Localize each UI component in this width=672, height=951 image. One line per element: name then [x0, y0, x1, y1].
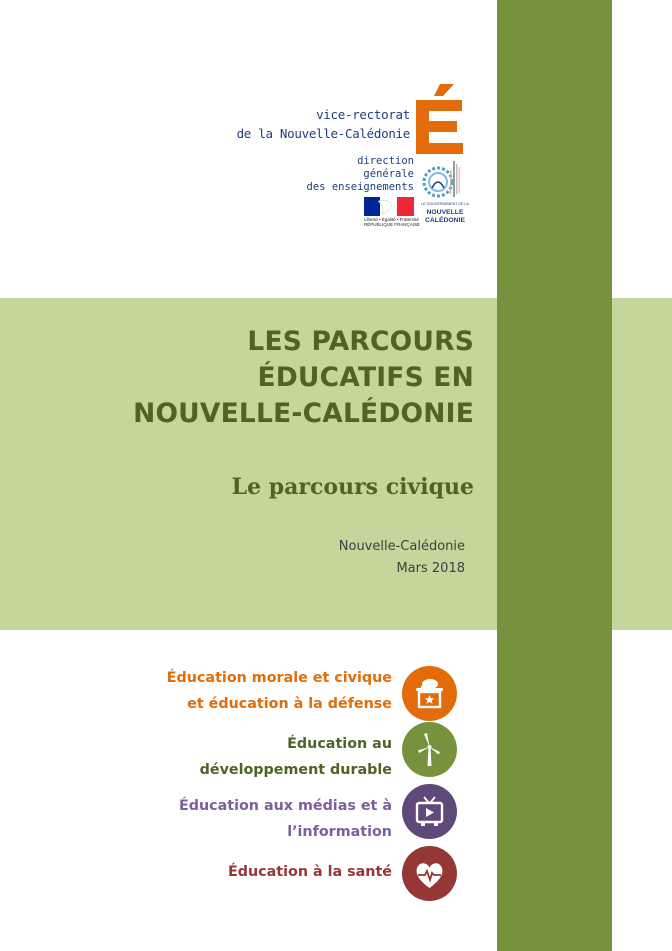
tricolor-flag-icon — [364, 197, 414, 216]
heart-pulse-icon — [402, 846, 457, 901]
document-meta — [339, 536, 465, 580]
vice-rectorat-logo — [236, 80, 480, 240]
marianne-logo: Liberté • Égalité • Fraternité RÉPUBLIQUE FRANÇAISE — [364, 197, 414, 229]
dge-text: direction générale des enseignements — [306, 155, 414, 193]
document-title: LES PARCOURS ÉDUCATIFS EN NOUVELLE-CALÉDONIE — [133, 326, 474, 429]
education-item-health: Éducation à la santé — [227, 864, 392, 880]
nc-government-text: LE GOUVERNEMENT DE LA NOUVELLE CALÉDONIE — [421, 202, 469, 224]
document-subtitle: Le parcours civique — [231, 474, 474, 500]
logo-line-1: vice-rectorat — [316, 107, 410, 122]
ballot-box-icon — [402, 666, 457, 721]
place: Nouvelle-Calédonie — [338, 539, 465, 554]
education-item-sustainable: Éducation au développement durable — [199, 736, 392, 778]
e-accent-logo-icon — [410, 82, 468, 156]
television-icon — [402, 784, 457, 839]
date: Mars 2018 — [396, 561, 465, 576]
education-item-media: Éducation aux médias et à l’information — [178, 798, 392, 840]
logo-line-2: de la Nouvelle-Calédonie — [236, 126, 410, 141]
vertical-stripe — [497, 0, 612, 951]
wind-turbine-icon — [402, 722, 457, 777]
education-item-civic: Éducation morale et civique et éducation à la défense — [166, 670, 392, 712]
